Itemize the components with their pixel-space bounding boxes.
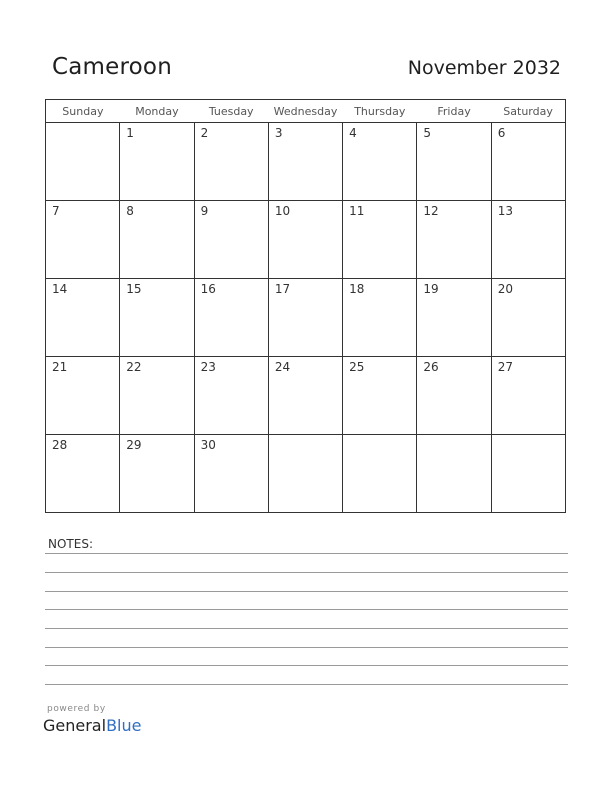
- weekday-header: Saturday: [491, 100, 565, 123]
- note-line: [45, 572, 568, 573]
- day-cell: [120, 123, 194, 201]
- day-number: 9: [200, 204, 209, 218]
- note-line: [45, 553, 568, 554]
- day-number: 25: [349, 360, 365, 374]
- week-row: [46, 357, 566, 435]
- weekday-header: Wednesday: [268, 100, 342, 123]
- day-number: 2: [200, 126, 209, 140]
- day-cell: [491, 357, 565, 435]
- day-cell: [120, 357, 194, 435]
- day-cell: [343, 357, 417, 435]
- day-number: 29: [126, 438, 142, 452]
- weekday-header: Thursday: [343, 100, 417, 123]
- calendar-grid: [45, 99, 566, 513]
- day-number: 27: [497, 360, 513, 374]
- day-number: 23: [200, 360, 216, 374]
- day-number: 15: [126, 282, 142, 296]
- day-number: 21: [52, 360, 68, 374]
- day-number: 17: [274, 282, 291, 296]
- day-cell: [491, 279, 565, 357]
- weekday-header: Monday: [120, 100, 194, 123]
- weekday-header: Tuesday: [194, 100, 268, 123]
- month-title: November 2032: [407, 57, 561, 79]
- day-cell: [120, 201, 194, 279]
- day-number: 5: [423, 126, 432, 140]
- day-cell: [194, 357, 268, 435]
- day-number: 8: [126, 204, 134, 218]
- note-line: [45, 628, 568, 629]
- week-row: [46, 201, 566, 279]
- day-number: [46, 123, 119, 126]
- day-cell: [194, 123, 268, 201]
- week-row: [46, 435, 566, 513]
- day-number: 14: [52, 282, 68, 296]
- weekday-header: Friday: [417, 100, 491, 123]
- day-number: [492, 435, 565, 438]
- notes-label: NOTES:: [48, 537, 93, 551]
- day-number: 24: [274, 360, 291, 374]
- day-cell: [268, 279, 342, 357]
- day-cell: [46, 357, 120, 435]
- day-number: 7: [52, 204, 60, 218]
- page-title: Cameroon: [52, 54, 172, 80]
- day-cell: [46, 123, 120, 201]
- note-line: [45, 591, 568, 592]
- day-cell: [46, 279, 120, 357]
- day-number: 4: [349, 126, 357, 140]
- day-cell: [194, 435, 268, 513]
- brand-logo: [43, 716, 141, 735]
- note-line: [45, 684, 568, 685]
- day-number: 30: [200, 438, 216, 452]
- brand-general: General: [43, 716, 107, 735]
- day-cell: [268, 123, 342, 201]
- day-cell: [46, 201, 120, 279]
- day-number: 11: [349, 204, 365, 218]
- day-number: 12: [423, 204, 439, 218]
- day-number: 20: [497, 282, 513, 296]
- day-cell: [343, 201, 417, 279]
- day-cell: [194, 201, 268, 279]
- day-number: [269, 435, 342, 438]
- day-cell: [46, 435, 120, 513]
- day-cell: [491, 435, 565, 513]
- day-number: 16: [200, 282, 216, 296]
- day-cell: [120, 279, 194, 357]
- day-cell: [491, 123, 565, 201]
- powered-by-text: powered by: [47, 704, 106, 714]
- day-cell: [268, 435, 342, 513]
- day-number: 6: [497, 126, 506, 140]
- brand-blue: Blue: [106, 716, 142, 735]
- day-number: [343, 435, 416, 438]
- day-number: [417, 435, 490, 438]
- day-number: 28: [52, 438, 68, 452]
- day-cell: [343, 123, 417, 201]
- week-row: [46, 279, 566, 357]
- day-number: 3: [274, 126, 283, 140]
- day-cell: [343, 279, 417, 357]
- note-line: [45, 647, 568, 648]
- day-cell: [417, 279, 491, 357]
- day-number: 19: [423, 282, 439, 296]
- day-number: 10: [274, 204, 291, 218]
- day-cell: [417, 201, 491, 279]
- note-line: [45, 665, 568, 666]
- weekday-header: Sunday: [46, 100, 120, 123]
- day-cell: [194, 279, 268, 357]
- weekday-header-row: [46, 100, 566, 123]
- week-row: [46, 123, 566, 201]
- note-line: [45, 609, 568, 610]
- day-cell: [343, 435, 417, 513]
- day-cell: [268, 357, 342, 435]
- day-cell: [120, 435, 194, 513]
- day-number: 18: [349, 282, 365, 296]
- day-number: 22: [126, 360, 142, 374]
- day-cell: [491, 201, 565, 279]
- day-cell: [417, 357, 491, 435]
- day-number: 13: [497, 204, 513, 218]
- day-number: 26: [423, 360, 439, 374]
- day-cell: [417, 435, 491, 513]
- day-number: 1: [126, 126, 134, 140]
- day-cell: [268, 201, 342, 279]
- day-cell: [417, 123, 491, 201]
